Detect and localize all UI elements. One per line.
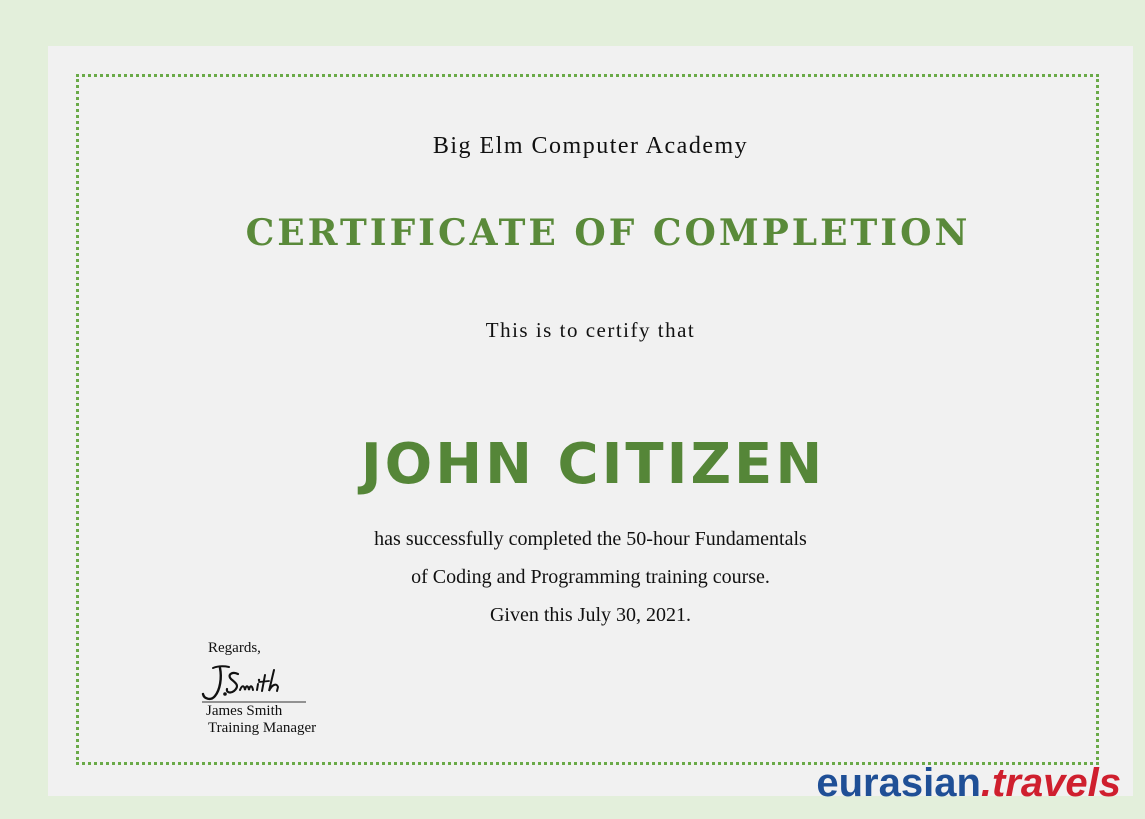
certify-intro: This is to certify that bbox=[485, 318, 696, 342]
brand-name-part-1: eurasian bbox=[816, 761, 981, 805]
certificate-title: CERTIFICATE OF COMPLETION bbox=[245, 212, 971, 254]
recipient-name: JOHN CITIZEN bbox=[360, 432, 826, 497]
completion-text-line-1: has successfully completed the 50-hour Fundamentals bbox=[374, 528, 807, 550]
brand-name-part-2: .travels bbox=[980, 761, 1121, 805]
signer-name: James Smith bbox=[206, 703, 283, 719]
date-line: Given this July 30, 2021. bbox=[489, 604, 692, 626]
regards-text: Regards, bbox=[208, 640, 261, 656]
brand-watermark bbox=[816, 763, 1121, 803]
signer-title: Training Manager bbox=[208, 720, 317, 736]
signature-image bbox=[198, 660, 310, 704]
academy-name: Big Elm Computer Academy bbox=[432, 133, 749, 159]
completion-text-line-2: of Coding and Programming training course. bbox=[411, 566, 770, 588]
